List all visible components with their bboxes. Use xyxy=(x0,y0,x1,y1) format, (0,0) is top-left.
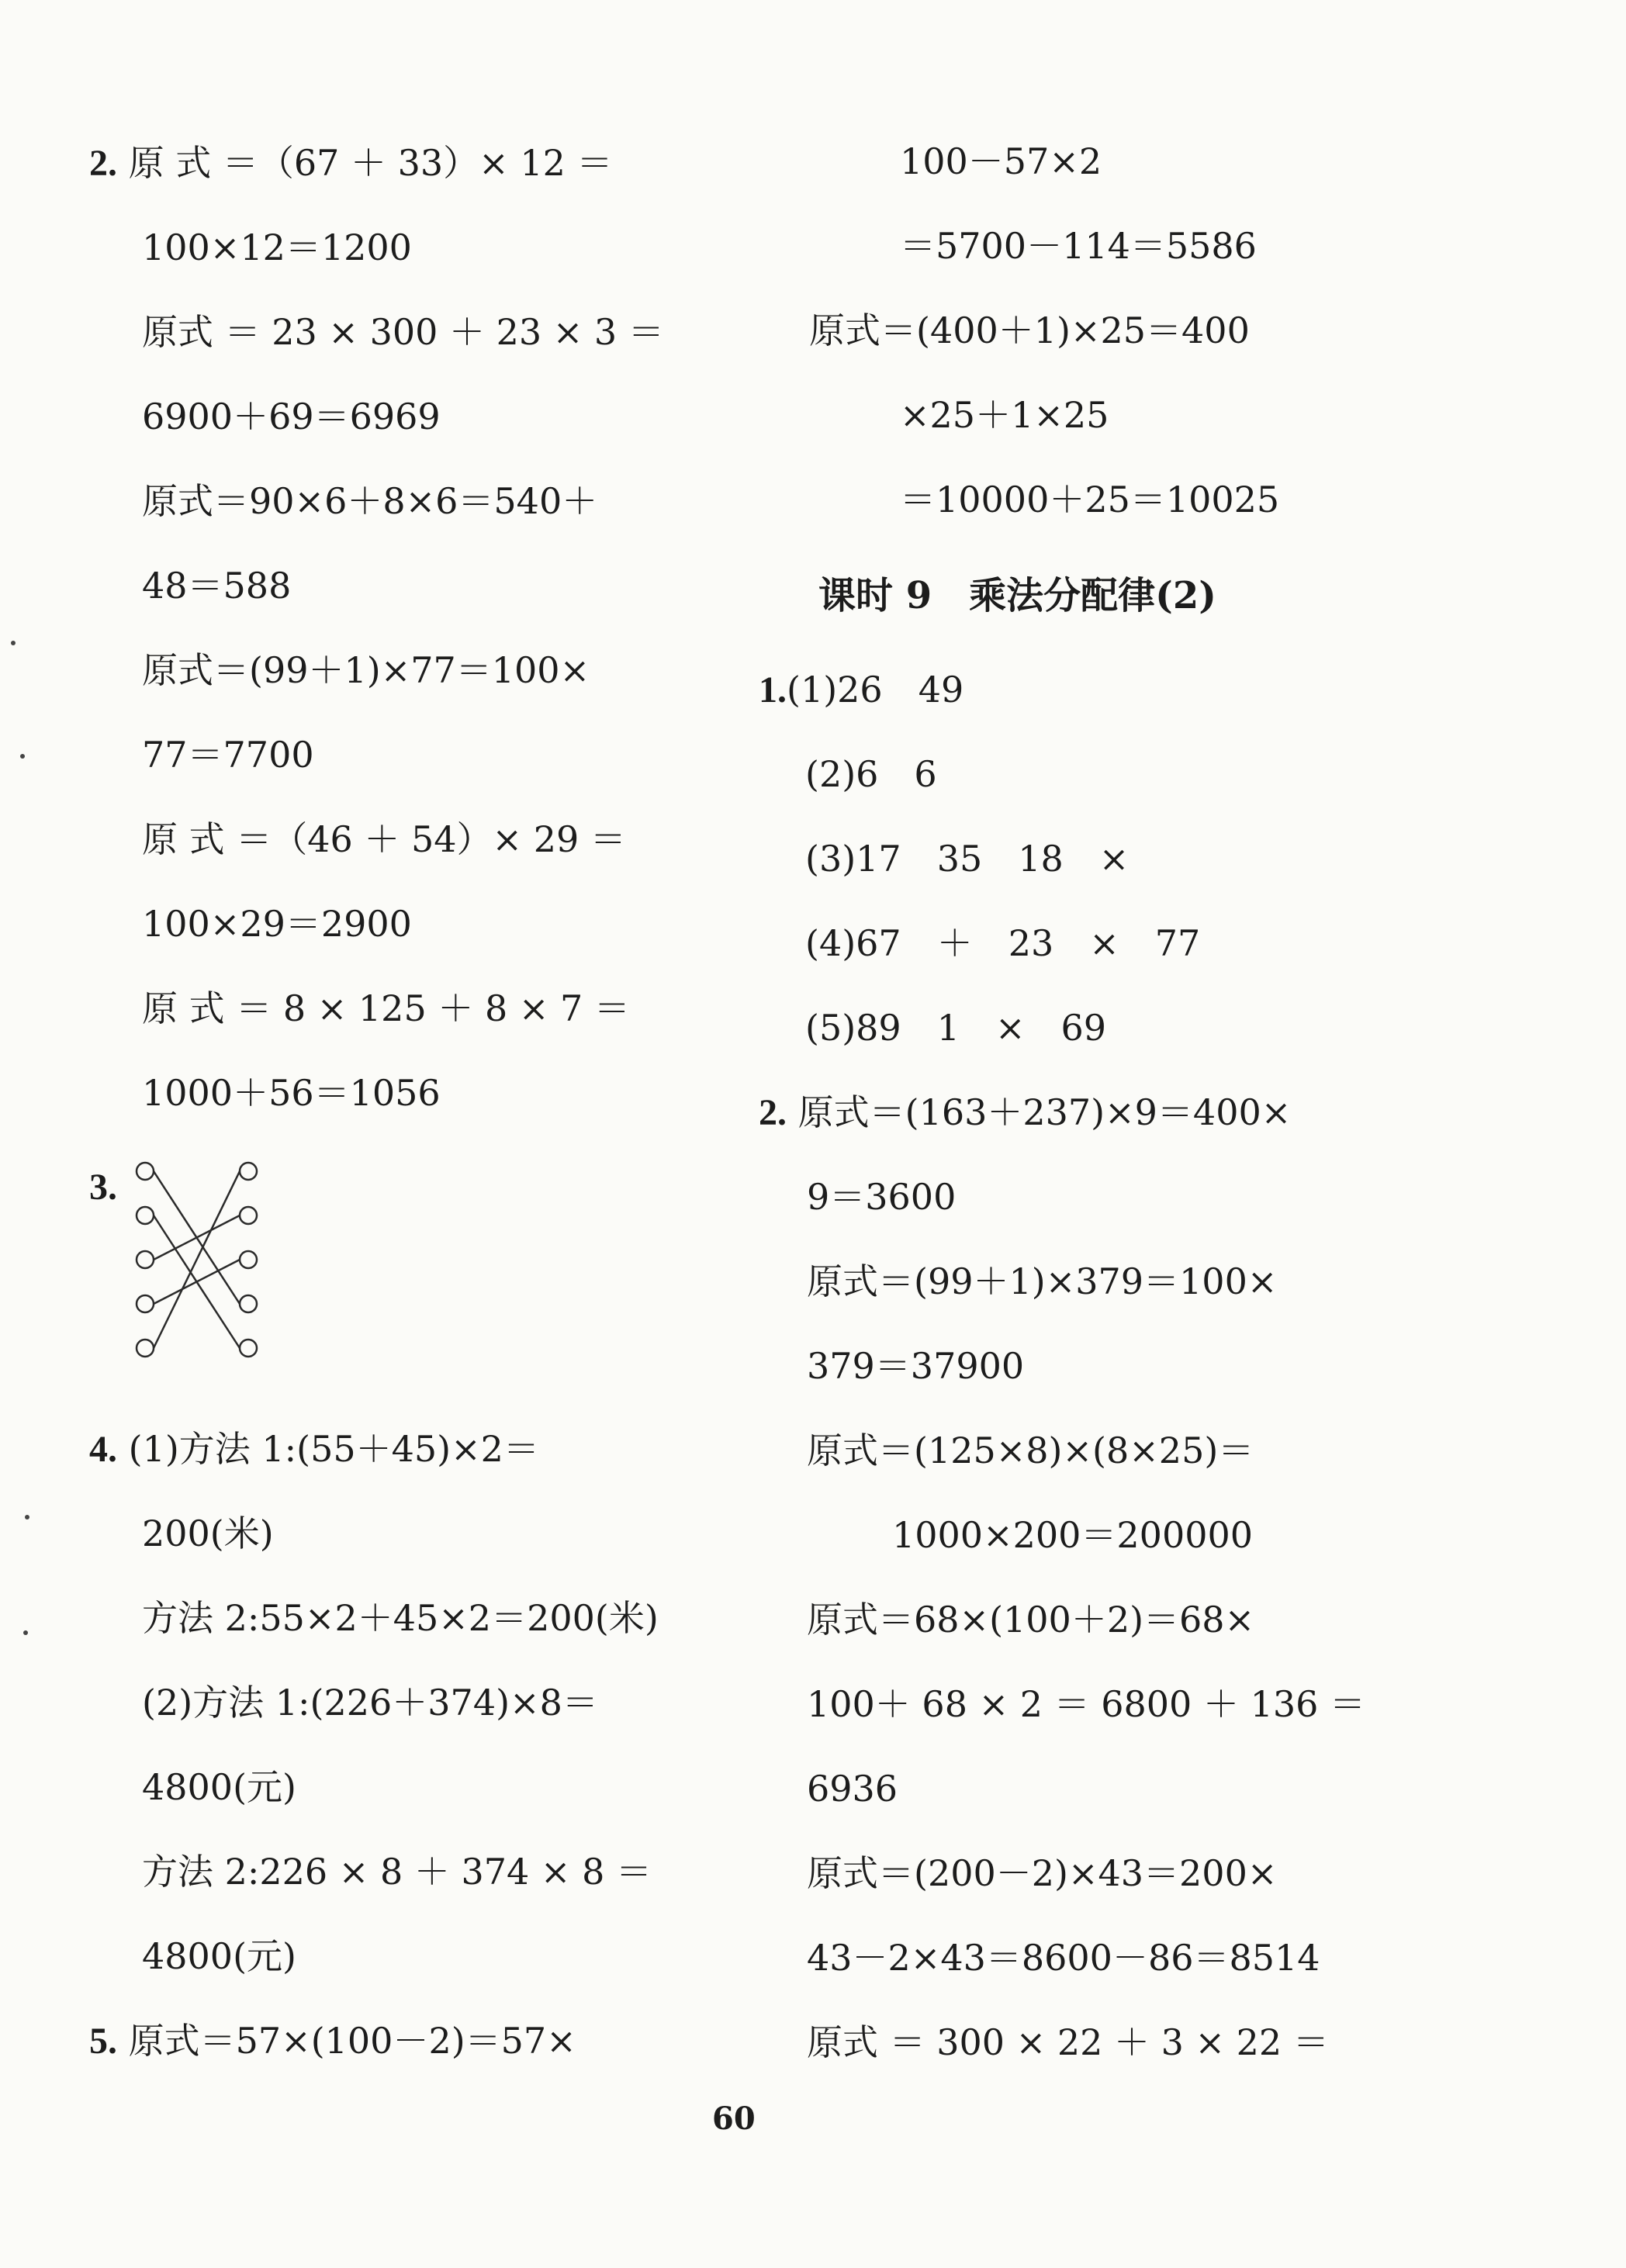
answer-line: 原式＝68×(100＋2)＝68× xyxy=(807,1599,1255,1640)
scan-speck xyxy=(20,754,25,759)
question-3-number: 3. xyxy=(89,1167,117,1208)
scan-speck xyxy=(23,1630,28,1635)
answer-line: ×25＋1×25 xyxy=(900,394,1109,436)
left-circle-2 xyxy=(137,1207,154,1224)
right-circle-3 xyxy=(240,1251,257,1268)
answer-line: 6900＋69＝6969 xyxy=(142,396,441,437)
left-circle-5 xyxy=(137,1340,154,1357)
answer-line: 原式＝(99＋1)×379＝100× xyxy=(807,1260,1278,1302)
answer-line: 379＝37900 xyxy=(807,1345,1025,1387)
answer-line: 原 式 ＝ 8 × 125 ＋ 8 × 7 ＝ xyxy=(142,987,630,1029)
right-circle-4 xyxy=(240,1295,257,1312)
section-title: 课时 9 乘法分配律(2) xyxy=(818,574,1216,617)
match-line xyxy=(154,1260,240,1304)
answer-line: ＝10000＋25＝10025 xyxy=(900,479,1280,520)
left-circle-4 xyxy=(137,1295,154,1312)
question-number: 5. xyxy=(89,2021,117,2062)
answer-line: 原式＝90×6＋8×6＝540＋ xyxy=(142,480,598,522)
answer-line: 100－57×2 xyxy=(900,140,1102,182)
answer-line: 100×29＝2900 xyxy=(142,903,412,945)
left-circle-1 xyxy=(137,1163,154,1180)
answer-line: 4800(元) xyxy=(142,1935,296,1977)
answer-line: 4800(元) xyxy=(142,1766,296,1808)
right-circle-5 xyxy=(240,1340,257,1357)
answer-line: 2. 原式＝(163＋237)×9＝400× xyxy=(759,1091,1292,1133)
answer-line: 9＝3600 xyxy=(807,1176,957,1218)
match-line xyxy=(154,1215,240,1260)
scan-speck xyxy=(25,1515,29,1519)
match-line xyxy=(154,1171,240,1348)
answer-line: (2)6 6 xyxy=(805,753,937,795)
answer-line: (3)17 35 18 × xyxy=(805,838,1130,880)
answer-line: 原 式 ＝（46 ＋ 54）× 29 ＝ xyxy=(142,818,626,860)
scan-speck xyxy=(11,641,16,645)
answer-line: (4)67 ＋ 23 × 77 xyxy=(805,922,1201,964)
answer-line: 4. (1)方法 1:(55＋45)×2＝ xyxy=(89,1428,539,1470)
question-number: 2. xyxy=(89,143,117,184)
answer-line: ＝5700－114＝5586 xyxy=(900,225,1257,267)
answer-line: 100×12＝1200 xyxy=(142,226,412,268)
right-circle-2 xyxy=(240,1207,257,1224)
page-number: 60 xyxy=(712,2100,756,2137)
question-number: 2. xyxy=(759,1092,787,1133)
answer-line: 6936 xyxy=(807,1768,898,1810)
answer-line: 原式＝(200－2)×43＝200× xyxy=(807,1852,1278,1894)
answer-line: 77＝7700 xyxy=(142,734,314,776)
answer-line: 1.(1)26 49 xyxy=(759,669,964,710)
answer-line: 200(米) xyxy=(142,1513,274,1554)
answer-line: 原式 ＝ 23 × 300 ＋ 23 × 3 ＝ xyxy=(142,311,664,353)
answer-line: 5. 原式＝57×(100－2)＝57× xyxy=(89,2020,576,2062)
answer-line: 原式＝(125×8)×(8×25)＝ xyxy=(807,1430,1254,1471)
answer-line: 43－2×43＝8600－86＝8514 xyxy=(807,1937,1320,1979)
answer-line: 方法 2:226 × 8 ＋ 374 × 8 ＝ xyxy=(142,1851,652,1893)
left-circle-3 xyxy=(137,1251,154,1268)
question-number: 4. xyxy=(89,1429,117,1470)
answer-line: 原式＝(99＋1)×77＝100× xyxy=(142,649,590,691)
right-circle-1 xyxy=(240,1163,257,1180)
answer-line: 2. 原 式 ＝（67 ＋ 33）× 12 ＝ xyxy=(89,142,613,184)
answer-line: (5)89 1 × 69 xyxy=(805,1007,1107,1049)
answer-line: 方法 2:55×2＋45×2＝200(米) xyxy=(142,1597,659,1639)
matching-diagram xyxy=(128,1156,268,1388)
answer-line: 48＝588 xyxy=(142,565,292,607)
question-number: 1. xyxy=(759,669,787,710)
answer-line: 原式 ＝ 300 × 22 ＋ 3 × 22 ＝ xyxy=(807,2021,1329,2063)
answer-line: 1000＋56＝1056 xyxy=(142,1072,441,1114)
answer-line: (2)方法 1:(226＋374)×8＝ xyxy=(142,1682,598,1723)
answer-line: 100＋ 68 × 2 ＝ 6800 ＋ 136 ＝ xyxy=(807,1683,1365,1725)
answer-line: 原式＝(400＋1)×25＝400 xyxy=(809,309,1250,351)
answer-line: 1000×200＝200000 xyxy=(892,1514,1254,1556)
